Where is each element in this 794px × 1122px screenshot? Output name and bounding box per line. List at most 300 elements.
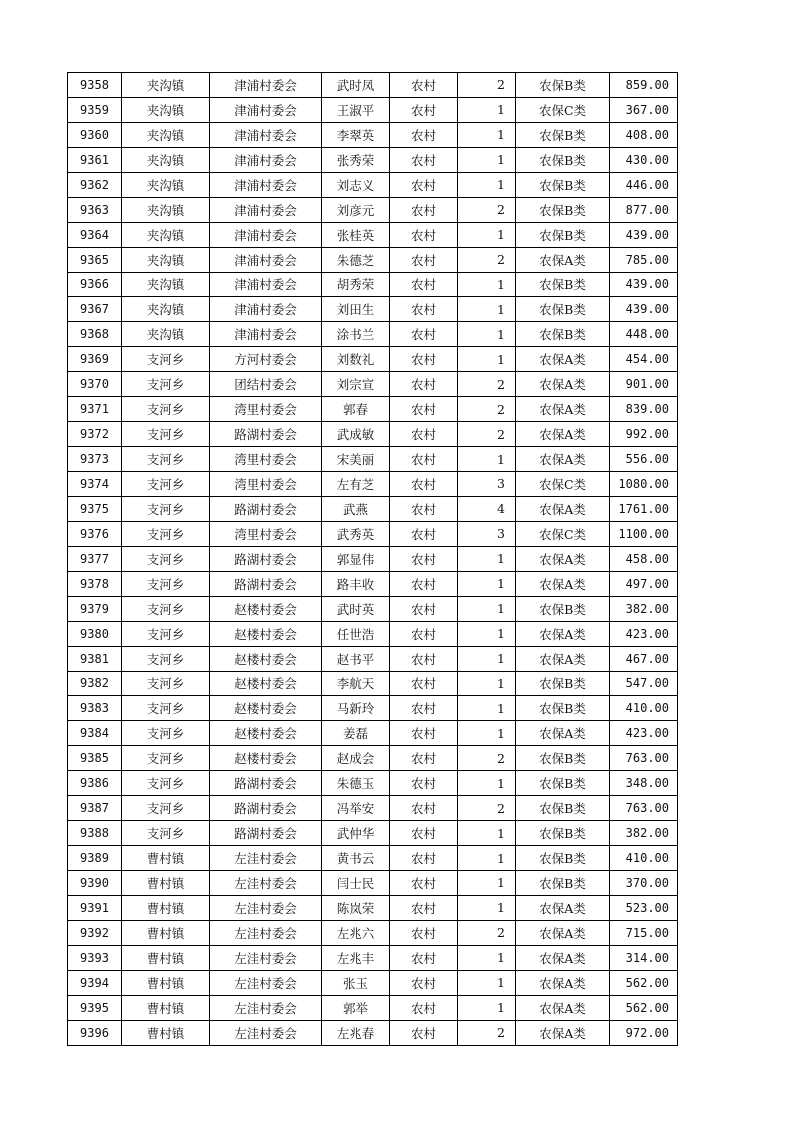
row-index-cell: 9396: [68, 1020, 122, 1045]
amount-cell: 382.00: [610, 821, 678, 846]
household-count-cell: 1: [458, 97, 516, 122]
insurance-category-cell: 农保B类: [516, 172, 610, 197]
household-count-cell: 1: [458, 322, 516, 347]
name-cell: 赵书平: [322, 646, 390, 671]
village-committee-cell: 赵楼村委会: [210, 746, 322, 771]
area-type-cell: 农村: [390, 472, 458, 497]
name-cell: 陈岚荣: [322, 895, 390, 920]
amount-cell: 423.00: [610, 621, 678, 646]
insurance-category-cell: 农保C类: [516, 521, 610, 546]
household-count-cell: 2: [458, 73, 516, 98]
household-count-cell: 3: [458, 472, 516, 497]
household-count-cell: 1: [458, 272, 516, 297]
area-type-cell: 农村: [390, 846, 458, 871]
name-cell: 左兆六: [322, 920, 390, 945]
village-committee-cell: 左洼村委会: [210, 970, 322, 995]
area-type-cell: 农村: [390, 172, 458, 197]
village-committee-cell: 左洼村委会: [210, 871, 322, 896]
household-count-cell: 1: [458, 846, 516, 871]
amount-cell: 439.00: [610, 272, 678, 297]
name-cell: 郭春: [322, 397, 390, 422]
amount-cell: 408.00: [610, 122, 678, 147]
table-row: [68, 372, 678, 397]
area-type-cell: 农村: [390, 347, 458, 372]
name-cell: 胡秀荣: [322, 272, 390, 297]
table-row: [68, 721, 678, 746]
name-cell: 朱德芝: [322, 247, 390, 272]
household-count-cell: 1: [458, 646, 516, 671]
table-row: [68, 895, 678, 920]
area-type-cell: 农村: [390, 97, 458, 122]
village-committee-cell: 路湖村委会: [210, 571, 322, 596]
household-count-cell: 1: [458, 222, 516, 247]
household-count-cell: 1: [458, 596, 516, 621]
table-row: [68, 222, 678, 247]
household-count-cell: 2: [458, 422, 516, 447]
village-committee-cell: 方河村委会: [210, 347, 322, 372]
village-committee-cell: 路湖村委会: [210, 422, 322, 447]
town-cell: 曹村镇: [122, 871, 210, 896]
amount-cell: 1100.00: [610, 521, 678, 546]
insurance-category-cell: 农保A类: [516, 496, 610, 521]
name-cell: 赵成会: [322, 746, 390, 771]
name-cell: 涂书兰: [322, 322, 390, 347]
town-cell: 夹沟镇: [122, 172, 210, 197]
village-committee-cell: 津浦村委会: [210, 172, 322, 197]
table-row: [68, 920, 678, 945]
name-cell: 左兆丰: [322, 945, 390, 970]
name-cell: 朱德玉: [322, 771, 390, 796]
town-cell: 夹沟镇: [122, 73, 210, 98]
amount-cell: 715.00: [610, 920, 678, 945]
household-count-cell: 1: [458, 895, 516, 920]
town-cell: 夹沟镇: [122, 297, 210, 322]
row-index-cell: 9385: [68, 746, 122, 771]
name-cell: 刘数礼: [322, 347, 390, 372]
household-count-cell: 1: [458, 447, 516, 472]
household-count-cell: 2: [458, 397, 516, 422]
name-cell: 刘志义: [322, 172, 390, 197]
household-count-cell: 2: [458, 796, 516, 821]
row-index-cell: 9377: [68, 546, 122, 571]
town-cell: 支河乡: [122, 347, 210, 372]
table-row: [68, 995, 678, 1020]
village-committee-cell: 路湖村委会: [210, 821, 322, 846]
row-index-cell: 9372: [68, 422, 122, 447]
insurance-category-cell: 农保B类: [516, 796, 610, 821]
household-count-cell: 4: [458, 496, 516, 521]
insurance-category-cell: 农保B类: [516, 222, 610, 247]
household-count-cell: 1: [458, 696, 516, 721]
table-row: [68, 970, 678, 995]
household-count-cell: 3: [458, 521, 516, 546]
amount-cell: 410.00: [610, 696, 678, 721]
insurance-category-cell: 农保B类: [516, 821, 610, 846]
row-index-cell: 9369: [68, 347, 122, 372]
amount-cell: 382.00: [610, 596, 678, 621]
amount-cell: 439.00: [610, 297, 678, 322]
table-row: [68, 147, 678, 172]
area-type-cell: 农村: [390, 696, 458, 721]
row-index-cell: 9388: [68, 821, 122, 846]
amount-cell: 410.00: [610, 846, 678, 871]
name-cell: 王淑平: [322, 97, 390, 122]
village-committee-cell: 津浦村委会: [210, 97, 322, 122]
town-cell: 支河乡: [122, 746, 210, 771]
amount-cell: 458.00: [610, 546, 678, 571]
table-row: [68, 571, 678, 596]
insurance-category-cell: 农保B类: [516, 322, 610, 347]
table-row: [68, 496, 678, 521]
amount-cell: 1761.00: [610, 496, 678, 521]
row-index-cell: 9395: [68, 995, 122, 1020]
table-row: [68, 796, 678, 821]
name-cell: 武仲华: [322, 821, 390, 846]
insurance-category-cell: 农保A类: [516, 970, 610, 995]
insurance-category-cell: 农保B类: [516, 846, 610, 871]
insurance-category-cell: 农保A类: [516, 646, 610, 671]
table-row: [68, 846, 678, 871]
area-type-cell: 农村: [390, 970, 458, 995]
area-type-cell: 农村: [390, 397, 458, 422]
row-index-cell: 9359: [68, 97, 122, 122]
village-committee-cell: 湾里村委会: [210, 397, 322, 422]
area-type-cell: 农村: [390, 546, 458, 571]
amount-cell: 859.00: [610, 73, 678, 98]
table-row: [68, 521, 678, 546]
insurance-category-cell: 农保A类: [516, 721, 610, 746]
row-index-cell: 9380: [68, 621, 122, 646]
area-type-cell: 农村: [390, 671, 458, 696]
insurance-category-cell: 农保B类: [516, 746, 610, 771]
town-cell: 支河乡: [122, 596, 210, 621]
town-cell: 夹沟镇: [122, 247, 210, 272]
name-cell: 刘宗宣: [322, 372, 390, 397]
village-committee-cell: 津浦村委会: [210, 73, 322, 98]
area-type-cell: 农村: [390, 372, 458, 397]
table-row: [68, 397, 678, 422]
amount-cell: 1080.00: [610, 472, 678, 497]
amount-cell: 423.00: [610, 721, 678, 746]
table-row: [68, 746, 678, 771]
town-cell: 支河乡: [122, 546, 210, 571]
table-row: [68, 73, 678, 98]
name-cell: 武秀英: [322, 521, 390, 546]
area-type-cell: 农村: [390, 521, 458, 546]
name-cell: 姜磊: [322, 721, 390, 746]
area-type-cell: 农村: [390, 122, 458, 147]
village-committee-cell: 左洼村委会: [210, 846, 322, 871]
table-row: [68, 447, 678, 472]
row-index-cell: 9366: [68, 272, 122, 297]
name-cell: 左有芝: [322, 472, 390, 497]
town-cell: 夹沟镇: [122, 222, 210, 247]
insurance-category-cell: 农保C类: [516, 97, 610, 122]
village-committee-cell: 左洼村委会: [210, 995, 322, 1020]
town-cell: 夹沟镇: [122, 197, 210, 222]
area-type-cell: 农村: [390, 621, 458, 646]
insurance-category-cell: 农保B类: [516, 272, 610, 297]
town-cell: 曹村镇: [122, 970, 210, 995]
town-cell: 支河乡: [122, 447, 210, 472]
village-committee-cell: 津浦村委会: [210, 272, 322, 297]
town-cell: 曹村镇: [122, 995, 210, 1020]
village-committee-cell: 路湖村委会: [210, 546, 322, 571]
row-index-cell: 9371: [68, 397, 122, 422]
insurance-category-cell: 农保A类: [516, 621, 610, 646]
insurance-category-cell: 农保C类: [516, 472, 610, 497]
insurance-category-cell: 农保B类: [516, 596, 610, 621]
area-type-cell: 农村: [390, 646, 458, 671]
name-cell: 路丰收: [322, 571, 390, 596]
row-index-cell: 9382: [68, 671, 122, 696]
amount-cell: 763.00: [610, 746, 678, 771]
table-row: [68, 247, 678, 272]
town-cell: 曹村镇: [122, 945, 210, 970]
village-committee-cell: 津浦村委会: [210, 247, 322, 272]
area-type-cell: 农村: [390, 771, 458, 796]
amount-cell: 370.00: [610, 871, 678, 896]
table-row: [68, 197, 678, 222]
amount-cell: 497.00: [610, 571, 678, 596]
household-count-cell: 2: [458, 746, 516, 771]
table-row: [68, 671, 678, 696]
village-committee-cell: 左洼村委会: [210, 945, 322, 970]
town-cell: 曹村镇: [122, 895, 210, 920]
row-index-cell: 9375: [68, 496, 122, 521]
row-index-cell: 9378: [68, 571, 122, 596]
village-committee-cell: 津浦村委会: [210, 322, 322, 347]
table-row: [68, 871, 678, 896]
table-row: [68, 322, 678, 347]
name-cell: 马新玲: [322, 696, 390, 721]
name-cell: 左兆春: [322, 1020, 390, 1045]
table-row: [68, 771, 678, 796]
town-cell: 支河乡: [122, 646, 210, 671]
name-cell: 张秀荣: [322, 147, 390, 172]
town-cell: 夹沟镇: [122, 272, 210, 297]
row-index-cell: 9390: [68, 871, 122, 896]
name-cell: 冯举安: [322, 796, 390, 821]
area-type-cell: 农村: [390, 147, 458, 172]
village-committee-cell: 湾里村委会: [210, 521, 322, 546]
area-type-cell: 农村: [390, 422, 458, 447]
area-type-cell: 农村: [390, 796, 458, 821]
insurance-category-cell: 农保A类: [516, 422, 610, 447]
row-index-cell: 9367: [68, 297, 122, 322]
household-count-cell: 1: [458, 821, 516, 846]
town-cell: 支河乡: [122, 472, 210, 497]
insurance-category-cell: 农保B类: [516, 73, 610, 98]
household-count-cell: 1: [458, 671, 516, 696]
village-committee-cell: 左洼村委会: [210, 1020, 322, 1045]
amount-cell: 523.00: [610, 895, 678, 920]
table-row: [68, 422, 678, 447]
village-committee-cell: 津浦村委会: [210, 122, 322, 147]
insurance-category-cell: 农保B类: [516, 147, 610, 172]
area-type-cell: 农村: [390, 496, 458, 521]
row-index-cell: 9360: [68, 122, 122, 147]
insurance-category-cell: 农保A类: [516, 1020, 610, 1045]
insurance-category-cell: 农保B类: [516, 297, 610, 322]
household-count-cell: 2: [458, 1020, 516, 1045]
area-type-cell: 农村: [390, 247, 458, 272]
village-committee-cell: 赵楼村委会: [210, 696, 322, 721]
town-cell: 夹沟镇: [122, 322, 210, 347]
village-committee-cell: 津浦村委会: [210, 197, 322, 222]
area-type-cell: 农村: [390, 297, 458, 322]
amount-cell: 367.00: [610, 97, 678, 122]
name-cell: 黄书云: [322, 846, 390, 871]
insurance-category-cell: 农保A类: [516, 372, 610, 397]
row-index-cell: 9391: [68, 895, 122, 920]
amount-cell: 454.00: [610, 347, 678, 372]
insurance-category-cell: 农保A类: [516, 995, 610, 1020]
area-type-cell: 农村: [390, 571, 458, 596]
table-row: [68, 272, 678, 297]
name-cell: 李翠英: [322, 122, 390, 147]
row-index-cell: 9373: [68, 447, 122, 472]
amount-cell: 901.00: [610, 372, 678, 397]
area-type-cell: 农村: [390, 447, 458, 472]
amount-cell: 467.00: [610, 646, 678, 671]
village-committee-cell: 赵楼村委会: [210, 671, 322, 696]
household-count-cell: 1: [458, 621, 516, 646]
row-index-cell: 9376: [68, 521, 122, 546]
amount-cell: 562.00: [610, 995, 678, 1020]
village-committee-cell: 赵楼村委会: [210, 646, 322, 671]
row-index-cell: 9392: [68, 920, 122, 945]
name-cell: 郭显伟: [322, 546, 390, 571]
village-committee-cell: 津浦村委会: [210, 297, 322, 322]
amount-cell: 839.00: [610, 397, 678, 422]
village-committee-cell: 团结村委会: [210, 372, 322, 397]
village-committee-cell: 左洼村委会: [210, 895, 322, 920]
amount-cell: 992.00: [610, 422, 678, 447]
row-index-cell: 9370: [68, 372, 122, 397]
village-committee-cell: 左洼村委会: [210, 920, 322, 945]
name-cell: 武时英: [322, 596, 390, 621]
insurance-category-cell: 农保B类: [516, 771, 610, 796]
town-cell: 支河乡: [122, 796, 210, 821]
insurance-category-cell: 农保A类: [516, 397, 610, 422]
town-cell: 曹村镇: [122, 920, 210, 945]
village-committee-cell: 津浦村委会: [210, 147, 322, 172]
name-cell: 任世浩: [322, 621, 390, 646]
row-index-cell: 9393: [68, 945, 122, 970]
insurance-category-cell: 农保A类: [516, 895, 610, 920]
insurance-category-cell: 农保A类: [516, 546, 610, 571]
amount-cell: 562.00: [610, 970, 678, 995]
table-row: [68, 621, 678, 646]
row-index-cell: 9361: [68, 147, 122, 172]
area-type-cell: 农村: [390, 746, 458, 771]
table-row: [68, 472, 678, 497]
village-committee-cell: 路湖村委会: [210, 496, 322, 521]
insurance-category-cell: 农保A类: [516, 945, 610, 970]
row-index-cell: 9358: [68, 73, 122, 98]
row-index-cell: 9365: [68, 247, 122, 272]
household-count-cell: 1: [458, 297, 516, 322]
name-cell: 郭举: [322, 995, 390, 1020]
name-cell: 宋美丽: [322, 447, 390, 472]
town-cell: 支河乡: [122, 372, 210, 397]
insurance-category-cell: 农保B类: [516, 671, 610, 696]
village-committee-cell: 津浦村委会: [210, 222, 322, 247]
household-count-cell: 1: [458, 571, 516, 596]
amount-cell: 877.00: [610, 197, 678, 222]
amount-cell: 763.00: [610, 796, 678, 821]
row-index-cell: 9386: [68, 771, 122, 796]
amount-cell: 785.00: [610, 247, 678, 272]
town-cell: 支河乡: [122, 721, 210, 746]
insurance-category-cell: 农保B类: [516, 122, 610, 147]
table-row: [68, 122, 678, 147]
table-body: [68, 73, 678, 1046]
area-type-cell: 农村: [390, 995, 458, 1020]
household-count-cell: 1: [458, 945, 516, 970]
village-committee-cell: 路湖村委会: [210, 771, 322, 796]
town-cell: 支河乡: [122, 621, 210, 646]
household-count-cell: 1: [458, 147, 516, 172]
household-count-cell: 1: [458, 970, 516, 995]
town-cell: 支河乡: [122, 696, 210, 721]
amount-cell: 430.00: [610, 147, 678, 172]
household-count-cell: 2: [458, 197, 516, 222]
amount-cell: 439.00: [610, 222, 678, 247]
household-count-cell: 1: [458, 546, 516, 571]
row-index-cell: 9374: [68, 472, 122, 497]
table-row: [68, 97, 678, 122]
insurance-category-cell: 农保B类: [516, 696, 610, 721]
amount-cell: 972.00: [610, 1020, 678, 1045]
town-cell: 支河乡: [122, 397, 210, 422]
table-row: [68, 696, 678, 721]
table-row: [68, 172, 678, 197]
area-type-cell: 农村: [390, 721, 458, 746]
household-count-cell: 1: [458, 172, 516, 197]
name-cell: 张桂英: [322, 222, 390, 247]
area-type-cell: 农村: [390, 871, 458, 896]
row-index-cell: 9379: [68, 596, 122, 621]
insurance-category-cell: 农保A类: [516, 571, 610, 596]
row-index-cell: 9368: [68, 322, 122, 347]
area-type-cell: 农村: [390, 73, 458, 98]
household-count-cell: 2: [458, 920, 516, 945]
area-type-cell: 农村: [390, 272, 458, 297]
village-committee-cell: 赵楼村委会: [210, 596, 322, 621]
area-type-cell: 农村: [390, 596, 458, 621]
table-row: [68, 347, 678, 372]
table-row: [68, 646, 678, 671]
table-row: [68, 821, 678, 846]
table-row: [68, 945, 678, 970]
area-type-cell: 农村: [390, 322, 458, 347]
area-type-cell: 农村: [390, 1020, 458, 1045]
town-cell: 夹沟镇: [122, 97, 210, 122]
data-table: [67, 72, 678, 1046]
row-index-cell: 9363: [68, 197, 122, 222]
insurance-category-cell: 农保A类: [516, 247, 610, 272]
town-cell: 支河乡: [122, 771, 210, 796]
area-type-cell: 农村: [390, 222, 458, 247]
insurance-category-cell: 农保B类: [516, 197, 610, 222]
name-cell: 武时凤: [322, 73, 390, 98]
household-count-cell: 1: [458, 771, 516, 796]
name-cell: 张玉: [322, 970, 390, 995]
area-type-cell: 农村: [390, 920, 458, 945]
row-index-cell: 9364: [68, 222, 122, 247]
